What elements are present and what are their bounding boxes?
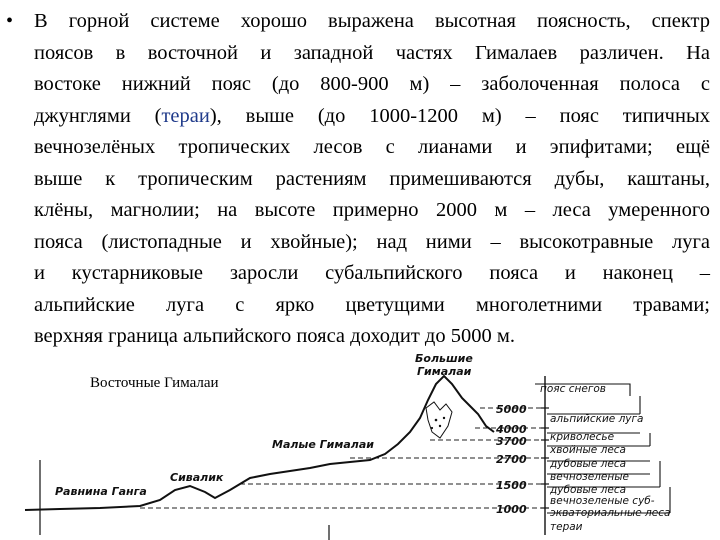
label-ganges-plain: Равнина Ганга	[55, 485, 147, 498]
alt-3700: 3700	[496, 435, 527, 448]
belt-evergreen: вечнозеленые	[550, 471, 629, 483]
label-siwalik: Сивалик	[170, 471, 224, 484]
terai-term: тераи	[161, 104, 210, 127]
text-line-11: верхняя граница альпийского пояса доходит до 5000 м.	[34, 325, 515, 347]
belt-oak-1: дубовые леса	[550, 458, 627, 470]
altitudinal-zonation-diagram	[0, 340, 720, 540]
belt-krummholz: криволесье	[550, 431, 615, 443]
alt-5000: 5000	[496, 403, 527, 416]
text-line-4-pre: джунглями (	[34, 104, 162, 127]
text-line-10: альпийские луга с ярко цветущими многолетними травами;	[34, 293, 710, 316]
text-line-4	[34, 101, 710, 133]
alt-1500: 1500	[496, 479, 527, 492]
belt-subequatorial-1: вечнозеленые суб-	[550, 495, 655, 507]
text-line-5: вечнозелёных тропических лесов с лианами и эпифитами; ещё	[34, 136, 710, 158]
bullet-marker: •	[6, 10, 14, 32]
diagram-caption: Восточные Гималаи	[90, 375, 219, 391]
text-line-9: и кустарниковые заросли субальпийского пояса и наконец –	[34, 262, 710, 284]
paragraph-text	[34, 6, 710, 353]
belt-conifer: хвойные леса	[550, 444, 626, 456]
text-line-4-post: ), выше (до 1000-1200 м) – пояс типичных	[209, 104, 710, 127]
belt-alpine-meadows: альпийские луга	[550, 413, 644, 425]
text-line-2: поясов в восточной и западной частях Гималаев различен. На	[34, 41, 710, 64]
text-line-6: выше к тропическим растениям примешиваются дубы, каштаны,	[34, 167, 710, 190]
alt-4000: 4000	[496, 423, 527, 436]
alt-2700: 2700	[496, 453, 527, 466]
label-greater-himalaya-2: Гималаи	[417, 365, 472, 378]
text-line-8: пояса (листопадные и хвойные); над ними – высокотравные луга	[34, 230, 710, 253]
text-line-3: востоке нижний пояс (до 800-900 м) – заболоченная полоса с	[34, 73, 710, 95]
belt-oak-2: дубовые леса	[550, 484, 627, 496]
belt-snow: пояс снегов	[540, 383, 606, 395]
belt-subequatorial-2: экваториальные леса	[550, 507, 671, 519]
text-line-1: В горной системе хорошо выражена высотная поясность, спектр	[34, 10, 710, 32]
text-line-7: клёны, магнолии; на высоте примерно 2000 м – леса умеренного	[34, 199, 710, 221]
label-lesser-himalaya: Малые Гималаи	[272, 438, 374, 451]
belt-terai: тераи	[550, 521, 583, 533]
alt-1000: 1000	[496, 503, 527, 516]
label-greater-himalaya-1: Большие	[415, 352, 473, 365]
snow-cap	[426, 402, 452, 438]
